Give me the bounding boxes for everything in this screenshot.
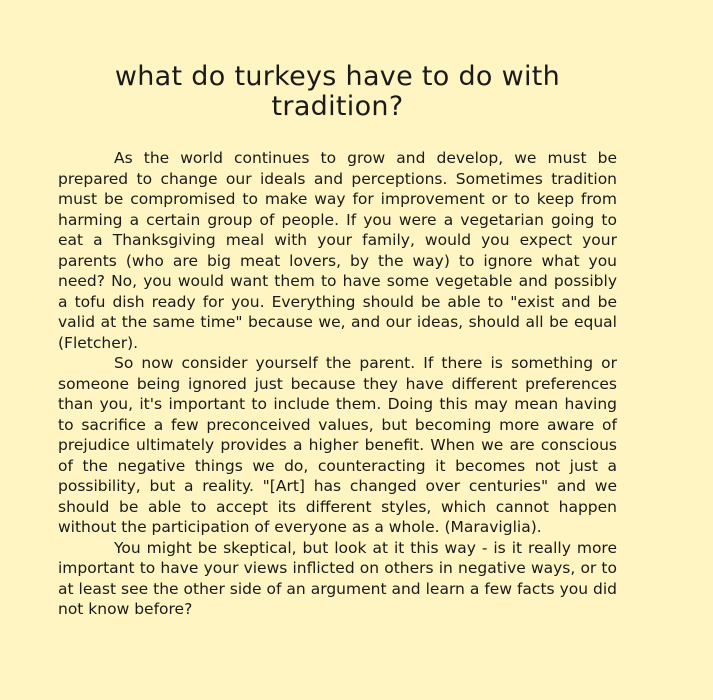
paragraph-2: So now consider yourself the parent. If there is something or someone being ignored just because they have different preferences than you, it's important to include them. Doing this may mean having to sacrifice a few preconceived values, but becoming more aware of prejudice ultimately provides a higher benefit. When we are conscious of the negative things we do, counteracting it becomes not just a possibility, but a reality. "[Art] has changed over centuries" and we should be able to accept its different styles, which cannot happen without the participation of everyone as a whole. (Maraviglia). xyxy=(58,354,617,536)
paragraph-3: You might be skeptical, but look at it this way - is it really more important to have your views inflicted on others in negative ways, or to at least see the other side of an argument and learn a few facts you did not know before? xyxy=(58,538,617,618)
paragraph-1: As the world continues to grow and develop, we must be prepared to change our ideals and perceptions. Sometimes tradition must be compromised to make way for improvement or to keep from harming a certain group of people. If you were a vegetarian going to eat a Thanksgiving meal with your family, would you expect your parents (who are big meat lovers, by the way) to ignore what you need? No, you would want them to have some vegetable and possibly a tofu dish ready for you. Everything should be able to "exist and be valid at the same time" because we, and our ideas, should all be equal (Fletcher). xyxy=(58,149,617,352)
body-text xyxy=(58,148,617,620)
page-title: what do turkeys have to do with tradition? xyxy=(114,61,561,122)
